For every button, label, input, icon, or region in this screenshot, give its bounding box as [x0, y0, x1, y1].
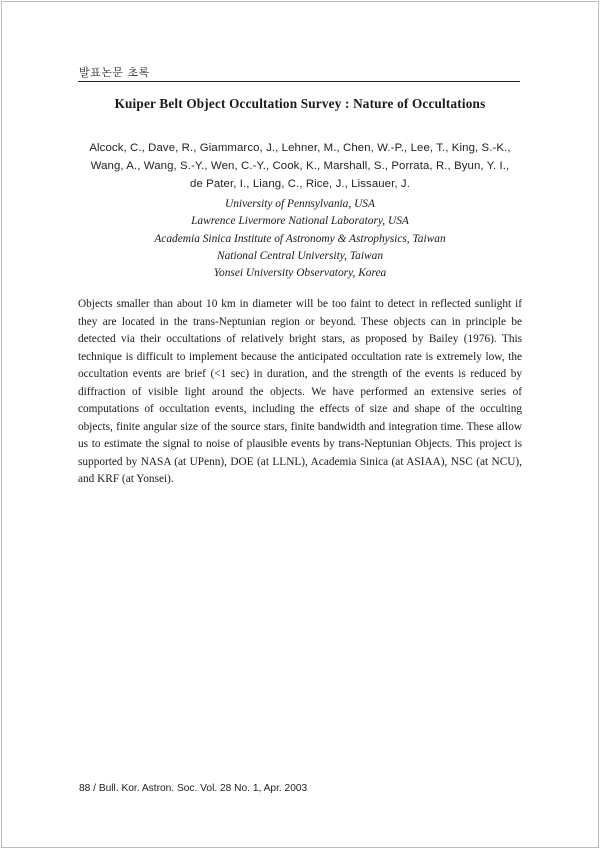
author-line: Alcock, C., Dave, R., Giammarco, J., Lehner, M., Chen, W.-P., Lee, T., King, S.-K.,	[89, 142, 511, 154]
affiliation: Yonsei University Observatory, Korea	[213, 267, 387, 280]
affiliation-list	[78, 196, 522, 282]
header-rule	[78, 81, 520, 82]
section-label: 발표논문 초록	[79, 66, 150, 79]
paper-title: Kuiper Belt Object Occultation Survey : Nature of Occultations	[114, 96, 486, 111]
author-list	[78, 139, 522, 193]
abstract-body: Objects smaller than about 10 km in diameter will be too faint to detect in reflected sunlight if they are located in the trans-Neptunian region or beyond. These objects can in principle be detected via their occultations of relatively bright stars, as proposed by Bailey (1976). This technique is difficult to implement because the anticipated occultation rate is extremely low, the occultation events are brief (<1 sec) in duration, and the strength of the events is reduced by diffraction of visible light around the objects. We have performed an extensive series of computations of occultation events, including the effects of size and shape of the occulting objects, finite angular size of the source stars, finite bandwidth and integration time. These allow us to estimate the signal to noise of plausible events by trans-Neptunian Objects. This project is supported by NASA (at UPenn), DOE (at LLNL), Academia Sinica (at ASIAA), NSC (at NCU), and KRF (at Yonsei).	[78, 298, 522, 485]
page-footer-citation: 88 / Bull. Kor. Astron. Soc. Vol. 28 No. 1, Apr. 2003	[79, 783, 308, 794]
affiliation: Academia Sinica Institute of Astronomy & Astrophysics, Taiwan	[154, 232, 446, 245]
affiliation: National Central University, Taiwan	[216, 249, 384, 262]
author-line: de Pater, I., Liang, C., Rice, J., Lissauer, J.	[190, 178, 410, 190]
affiliation: Lawrence Livermore National Laboratory, USA	[191, 215, 409, 228]
affiliation: University of Pennsylvania, USA	[225, 198, 375, 210]
author-line: Wang, A., Wang, S.-Y., Wen, C.-Y., Cook, K., Marshall, S., Porrata, R., Byun, Y. I.,	[90, 160, 510, 172]
